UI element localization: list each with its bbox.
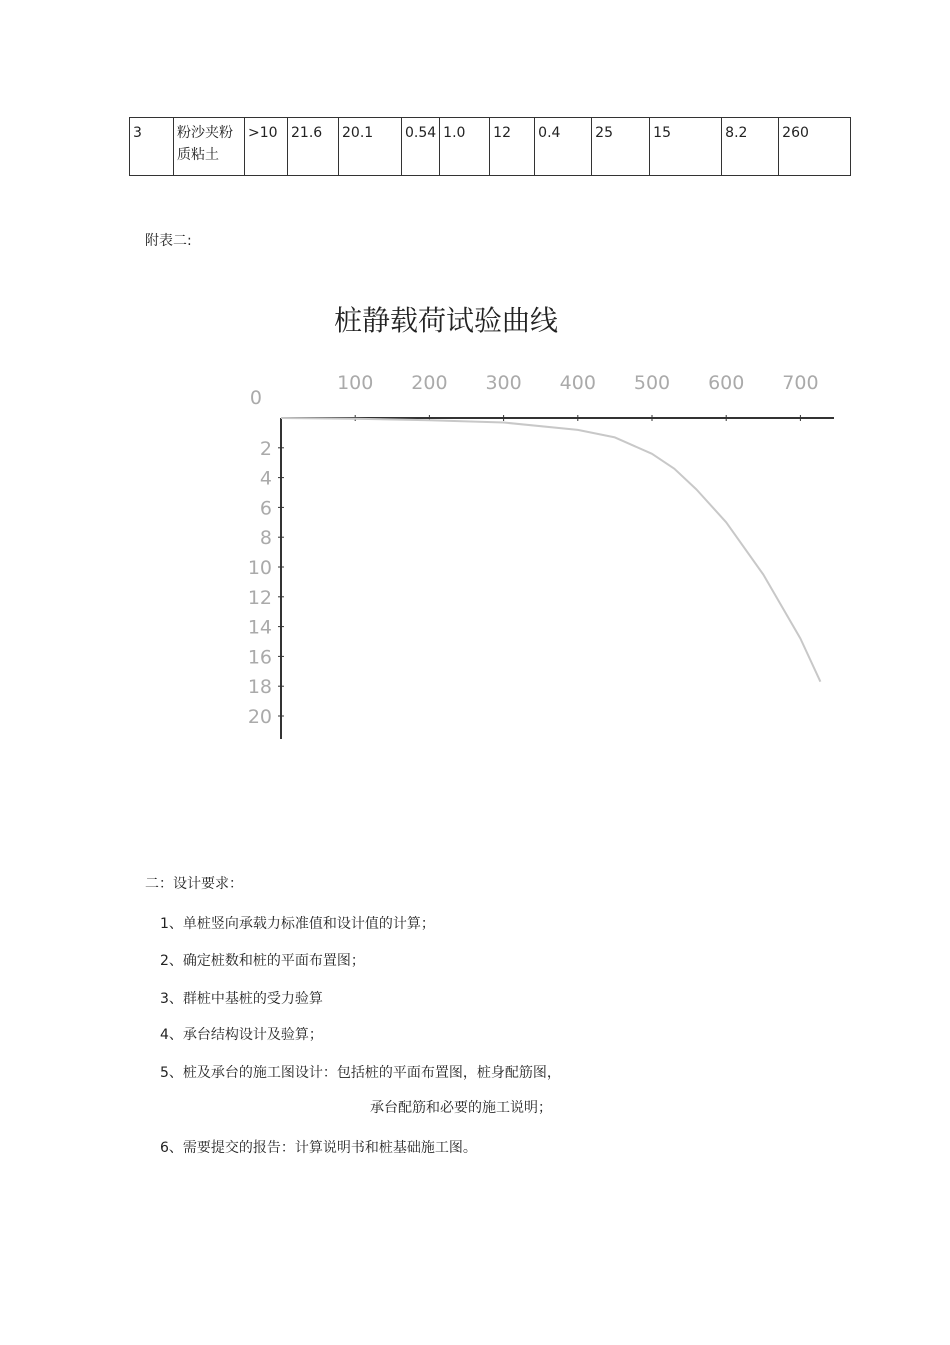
y-tick-label: 16: [247, 646, 272, 669]
y-tick-label: 4: [259, 467, 272, 490]
y-tick-label: 6: [259, 497, 272, 520]
table-cell: 粉沙夹粉质粘土: [174, 118, 245, 176]
table-cell: 25: [592, 118, 650, 176]
x-tick-label: 500: [633, 372, 671, 394]
table-cell: 15: [650, 118, 722, 176]
x-tick-label: 100: [337, 372, 374, 394]
y-tick-label: 2: [259, 437, 272, 460]
table-cell: 1.0: [440, 118, 490, 176]
table-cell: 0.4: [535, 118, 592, 176]
x-tick-label: 600: [708, 372, 745, 394]
y-tick-label: 0: [249, 387, 262, 409]
load-settlement-chart: [0, 290, 950, 750]
x-tick-label: 400: [559, 372, 596, 394]
appendix-caption: 附表二:: [145, 233, 192, 249]
x-tick-label: 700: [782, 372, 819, 394]
requirement-item: 5、桩及承台的施工图设计：包括桩的平面布置图，桩身配筋图，: [160, 1065, 561, 1081]
table-cell: >10: [245, 118, 288, 176]
table-cell: 12: [490, 118, 535, 176]
x-tick-label: 200: [411, 372, 448, 394]
table-cell: 20.1: [339, 118, 402, 176]
y-tick-label: 20: [247, 706, 272, 728]
table-cell: 8.2: [722, 118, 779, 176]
requirements-title: 二：设计要求：: [145, 876, 243, 892]
load-settlement-curve: [281, 418, 820, 682]
y-tick-label: 14: [247, 616, 272, 639]
requirement-item: 1、单桩竖向承载力标准值和设计值的计算；: [160, 916, 435, 932]
requirement-item: 2、确定桩数和桩的平面布置图；: [160, 953, 365, 969]
y-tick-label: 10: [247, 557, 272, 579]
table-cell: 21.6: [288, 118, 339, 176]
requirement-item: 承台配筋和必要的施工说明；: [370, 1100, 552, 1116]
requirement-item: 4、承台结构设计及验算；: [160, 1027, 323, 1043]
y-tick-label: 18: [247, 676, 272, 699]
table-cell: 260: [779, 118, 851, 176]
table-cell: 0.54: [402, 118, 440, 176]
y-tick-label: 8: [259, 527, 272, 550]
table-cell: 3: [130, 118, 174, 176]
requirement-item: 3、群桩中基桩的受力验算: [160, 991, 323, 1007]
table-row: [130, 118, 851, 176]
soil-parameter-table: [129, 117, 851, 176]
requirement-item: 6、需要提交的报告：计算说明书和桩基础施工图。: [160, 1140, 477, 1156]
chart-title: 桩静载荷试验曲线: [333, 304, 559, 337]
x-tick-label: 300: [485, 372, 522, 394]
y-tick-label: 12: [247, 586, 272, 609]
